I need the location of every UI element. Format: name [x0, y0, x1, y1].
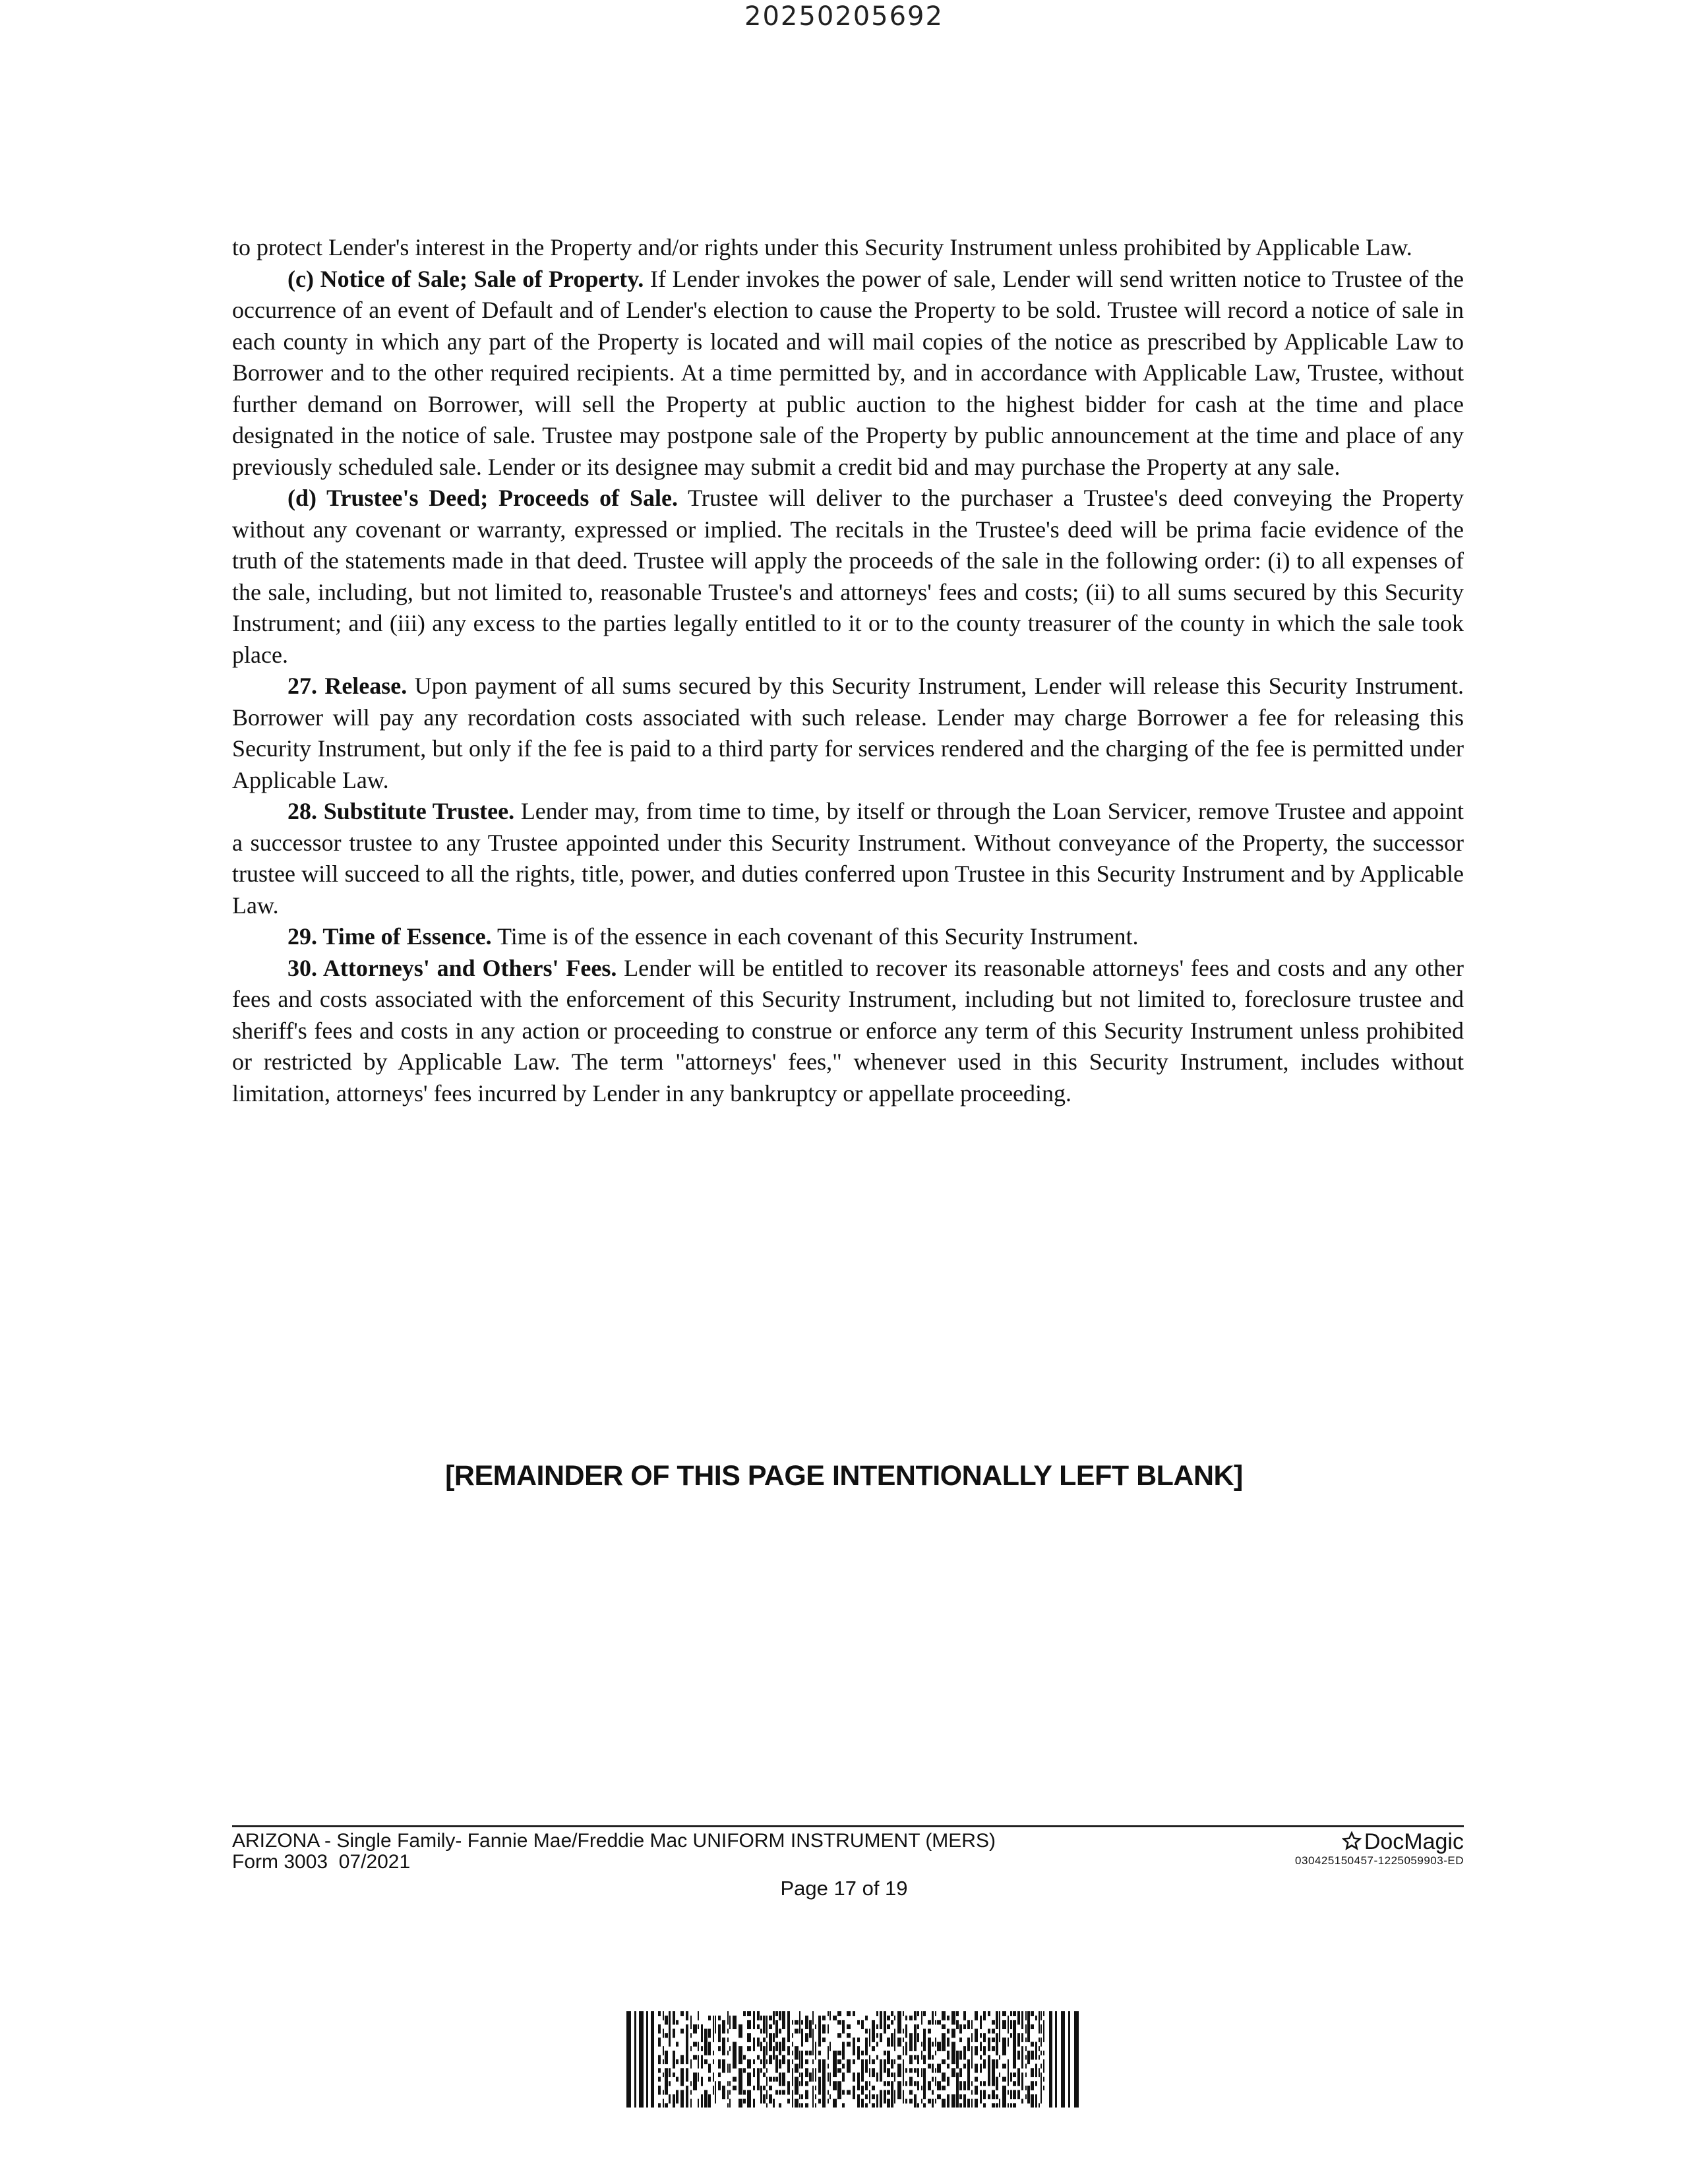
- footer-brand: [1295, 1831, 1464, 1869]
- document-code: 030425150457-1225059903-ED: [1295, 1854, 1464, 1867]
- footer-instrument-title: ARIZONA - Single Family- Fannie Mae/Freddie Mac UNIFORM INSTRUMENT (MERS): [232, 1830, 996, 1852]
- intentionally-blank-notice: [REMAINDER OF THIS PAGE INTENTIONALLY LEFT BLANK]: [445, 1460, 1243, 1492]
- paragraph-text: If Lender invokes the power of sale, Lender will send written notice to Trustee of the occurrence of an event of Default and of Lender's election to cause the Property to be sold. Trustee will record a notice of sale in each county in which any part of the Property is located and will mail copies of the notice as prescribed by Applicable Law to Borrower and to the other required recipients. At a time permitted by, and in accordance with Applicable Law, Trustee, without further demand on Borrower, will sell the Property at public auction to the highest bidder for cash at the time and place designated in the notice of sale. Trustee may postpone sale of the Property by public announcement at the time and place of any previously scheduled sale. Lender or its designee may submit a credit bid and may purchase the Property at any sale.: [232, 265, 1464, 480]
- paragraph-substitute-trustee: [232, 796, 1464, 921]
- footer-divider: [232, 1825, 1464, 1827]
- barcode: [626, 2011, 1079, 2108]
- paragraph-text: Lender may, from time to time, by itself or through the Loan Servicer, remove Trustee and appoint a successor trustee to any Trustee appointed under this Security Instrument. Without conveyance of the Property, the successor trustee will succeed to all the rights, title, power, and duties conferred upon Trustee in this Security Instrument and by Applicable Law.: [232, 798, 1464, 919]
- paragraph-heading: 27. Release.: [287, 673, 407, 699]
- paragraph-continuation: to protect Lender's interest in the Property and/or rights under this Security Instrument unless prohibited by Applicable Law.: [232, 234, 1412, 260]
- paragraph-heading: (d) Trustee's Deed; Proceeds of Sale.: [287, 485, 678, 511]
- docmagic-brand-name: DocMagic: [1364, 1829, 1464, 1854]
- paragraph-trustees-deed: [232, 483, 1464, 671]
- page-number: Page 17 of 19: [780, 1877, 908, 1900]
- document-body: [232, 232, 1464, 1109]
- paragraph-text: Lender will be entitled to recover its reasonable attorneys' fees and costs and any other fees and costs associated with the enforcement of this Security Instrument, including but not limited to, foreclosure trustee and sheriff's fees and costs in any action or proceeding to construe or enforce any term of this Security Instrument unless prohibited or restricted by Applicable Law. The term "attorneys' fees," whenever used in this Security Instrument, includes without limitation, attorneys' fees incurred by Lender in any bankruptcy or appellate proceeding.: [232, 954, 1464, 1107]
- paragraph-text: Upon payment of all sums secured by this Security Instrument, Lender will release this Security Instrument. Borrower will pay any recordation costs associated with such release. Lender may charge Borrower a fee for releasing this Security Instrument, but only if the fee is paid to a third party for services rendered and the charging of the fee is permitted under Applicable Law.: [232, 673, 1464, 793]
- paragraph-notice-of-sale: [232, 264, 1464, 483]
- paragraph-heading: 29. Time of Essence.: [287, 923, 492, 950]
- paragraph-attorneys-fees: [232, 953, 1464, 1110]
- paragraph-heading: 30. Attorneys' and Others' Fees.: [287, 954, 617, 981]
- paragraph-release: [232, 671, 1464, 796]
- paragraph-text: Time is of the essence in each covenant of this Security Instrument.: [491, 923, 1139, 950]
- footer-form-info: [232, 1831, 996, 1873]
- paragraph-heading: 28. Substitute Trustee.: [287, 798, 515, 824]
- star-icon: [1342, 1831, 1362, 1851]
- paragraph-time-of-essence: [232, 921, 1464, 953]
- docmagic-logo: [1295, 1831, 1464, 1853]
- footer-form-number: Form 3003 07/2021: [232, 1851, 411, 1873]
- paragraph-heading: (c) Notice of Sale; Sale of Property.: [287, 265, 644, 292]
- document-number: 20250205692: [744, 1, 944, 32]
- paragraph-text: Trustee will deliver to the purchaser a Trustee's deed conveying the Property without any covenant or warranty, expressed or implied. The recitals in the Trustee's deed will be prima facie evidence of the truth of the statements made in that deed. Trustee will apply the proceeds of the sale in the following order: (i) to all expenses of the sale, including, but not limited to, reasonable Trustee's and attorneys' fees and costs; (ii) to all sums secured by this Security Instrument; and (iii) any excess to the parties legally entitled to it or to the county treasurer of the county in which the sale took place.: [232, 485, 1464, 668]
